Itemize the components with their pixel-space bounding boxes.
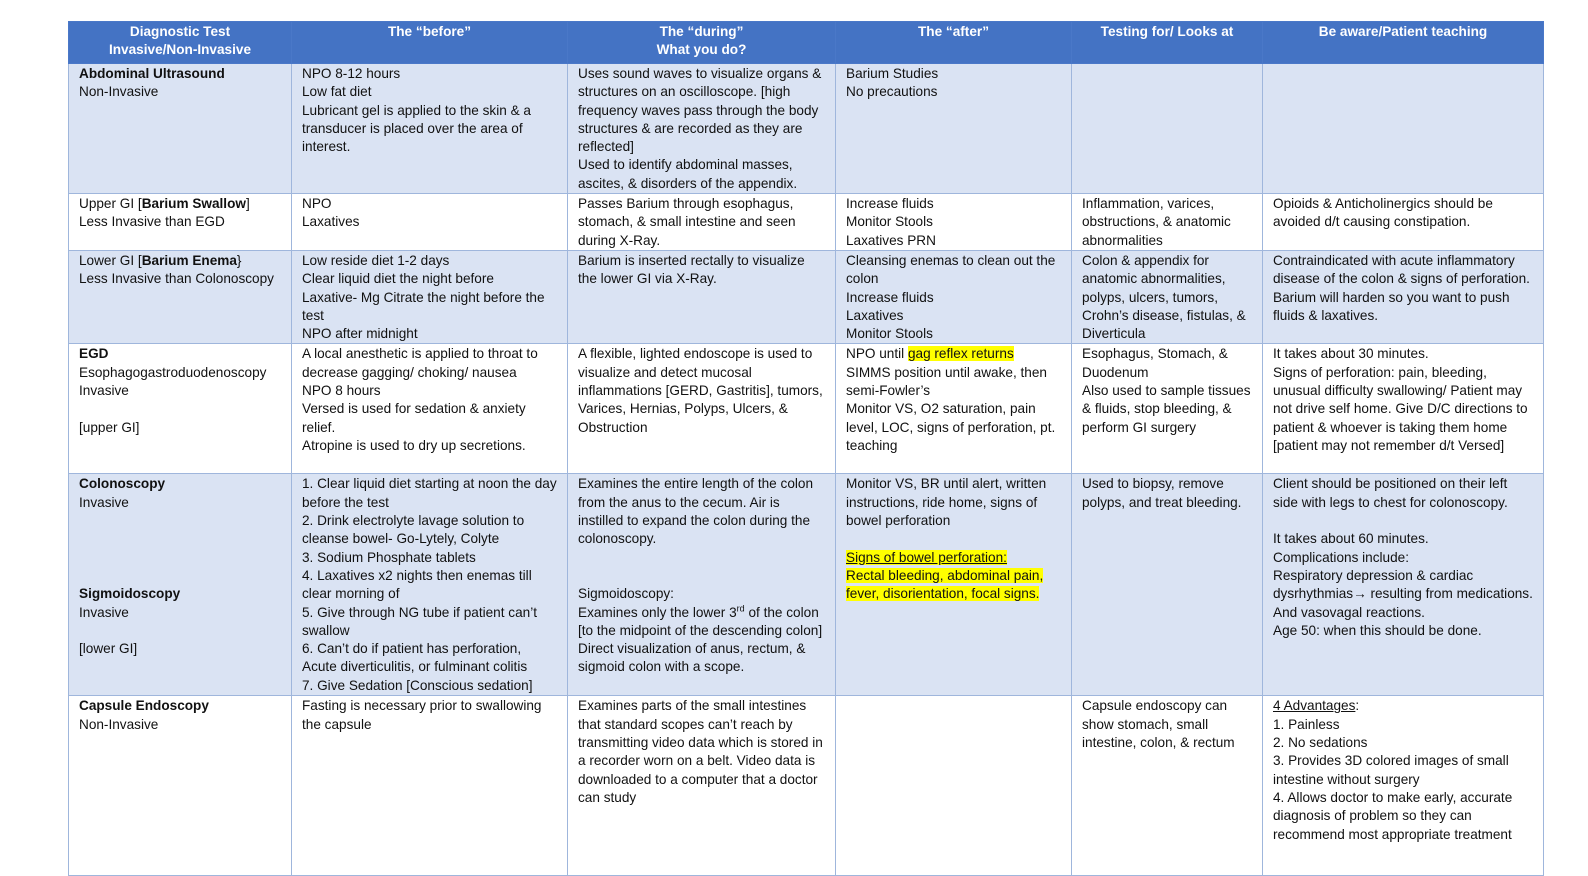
before-cell: Fasting is necessary prior to swallowing the capsule xyxy=(292,696,568,876)
header-after: The “after” xyxy=(836,22,1072,64)
teaching-cell: 4 Advantages: 1. Painless 2. No sedations 3. Provides 3D colored images of small intestine without surgery 4. Allows doctor to make early, accurate diagnosis of problem so they can recommend most appropriate treatment xyxy=(1263,696,1544,876)
testing-for-cell: Colon & appendix for anatomic abnormalities, polyps, ulcers, tumors, Crohn’s disease, fistulas, & Diverticula xyxy=(1072,250,1263,343)
header-patient-teaching: Be aware/Patient teaching xyxy=(1263,22,1544,64)
before-cell: NPO 8-12 hours Low fat diet Lubricant gel is applied to the skin & a transducer is placed over the area of interest. xyxy=(292,64,568,194)
after-cell: NPO until gag reflex returns SIMMS position until awake, then semi-Fowler’s Monitor VS, O2 saturation, pain level, LOC, signs of perforation, pt. teaching xyxy=(836,344,1072,474)
after-cell: Monitor VS, BR until alert, written instructions, ride home, signs of bowel perforation Signs of bowel perforation: Rectal bleeding, abdominal pain, fever, disorientation, focal signs. xyxy=(836,474,1072,696)
during-cell: Passes Barium through esophagus, stomach, & small intestine and seen during X-Ray. xyxy=(568,194,836,251)
during-cell: Uses sound waves to visualize organs & structures on an oscilloscope. [high frequency waves pass through the body structures & are recorded as they are reflected] Used to identify abdominal masses, ascites, & disorders of the appendix. xyxy=(568,64,836,194)
header-before: The “before” xyxy=(292,22,568,64)
header-testing-for: Testing for/ Looks at xyxy=(1072,22,1263,64)
testing-for-cell xyxy=(1072,64,1263,194)
test-cell: Colonoscopy Invasive Sigmoidoscopy Invasive [lower GI] xyxy=(69,474,292,696)
highlighted-text: gag reflex returns xyxy=(907,346,1014,362)
after-cell: Increase fluids Monitor Stools Laxatives PRN xyxy=(836,194,1072,251)
testing-for-cell: Inflammation, varices, obstructions, & anatomic abnormalities xyxy=(1072,194,1263,251)
table-row xyxy=(69,64,1544,194)
table-row xyxy=(69,344,1544,474)
after-cell xyxy=(836,696,1072,876)
after-cell: Cleansing enemas to clean out the colon Increase fluids Laxatives Monitor Stools xyxy=(836,250,1072,343)
highlighted-text: Signs of bowel perforation: xyxy=(846,549,1007,565)
header-during: The “during” What you do? xyxy=(568,22,836,64)
diagnostic-tests-table xyxy=(68,21,1544,876)
table-row xyxy=(69,194,1544,251)
testing-for-cell: Used to biopsy, remove polyps, and treat bleeding. xyxy=(1072,474,1263,696)
before-cell: A local anesthetic is applied to throat to decrease gagging/ choking/ nausea NPO 8 hours Versed is used for sedation & anxiety relief. Atropine is used to dry up secretions. xyxy=(292,344,568,474)
after-cell: Barium Studies No precautions xyxy=(836,64,1072,194)
table-row xyxy=(69,250,1544,343)
test-cell: Abdominal Ultrasound Non-Invasive xyxy=(69,64,292,194)
teaching-cell xyxy=(1263,64,1544,194)
before-cell: 1. Clear liquid diet starting at noon the day before the test 2. Drink electrolyte lavage solution to cleanse bowel- Go-Lytely, Colyte 3. Sodium Phosphate tablets 4. Laxatives x2 nights then enemas till clear morning of 5. Give through NG tube if patient can’t swallow 6. Can’t do if patient has perforation, Acute diverticulitis, or fulminant colitis 7. Give Sedation [Conscious sedation] xyxy=(292,474,568,696)
table-row xyxy=(69,696,1544,876)
during-cell: Barium is inserted rectally to visualize the lower GI via X-Ray. xyxy=(568,250,836,343)
testing-for-cell: Esophagus, Stomach, & Duodenum Also used to sample tissues & fluids, stop bleeding, & perform GI surgery xyxy=(1072,344,1263,474)
during-cell: Examines the entire length of the colon from the anus to the cecum. Air is instilled to expand the colon during the colonoscopy. Sigmoidoscopy: Examines only the lower 3rd of the colon [to the midpoint of the descending colon] Direct visualization of anus, rectum, & sigmoid colon with a scope. xyxy=(568,474,836,696)
test-cell: Capsule Endoscopy Non-Invasive xyxy=(69,696,292,876)
before-cell: Low reside diet 1-2 days Clear liquid diet the night before Laxative- Mg Citrate the night before the test NPO after midnight xyxy=(292,250,568,343)
header-row xyxy=(69,22,1544,64)
test-cell: Upper GI [Barium Swallow] Less Invasive than EGD xyxy=(69,194,292,251)
arrow-icon: → xyxy=(1353,586,1367,602)
teaching-cell: It takes about 30 minutes. Signs of perforation: pain, bleeding, unusual difficulty swallowing/ Patient may not drive self home. Give D/C directions to patient & whoever is taking them home [patient may not remember d/t Versed] xyxy=(1263,344,1544,474)
test-cell: Lower GI [Barium Enema} Less Invasive than Colonoscopy xyxy=(69,250,292,343)
test-cell: EGD Esophagogastroduodenoscopy Invasive [upper GI] xyxy=(69,344,292,474)
highlighted-text: Rectal bleeding, abdominal pain, fever, disorientation, focal signs. xyxy=(846,567,1044,602)
testing-for-cell: Capsule endoscopy can show stomach, small intestine, colon, & rectum xyxy=(1072,696,1263,876)
during-cell: A flexible, lighted endoscope is used to visualize and detect mucosal inflammations [GERD, Gastritis], tumors, Varices, Hernias, Polyps, Ulcers, & Obstruction xyxy=(568,344,836,474)
before-cell: NPO Laxatives xyxy=(292,194,568,251)
during-cell: Examines parts of the small intestines that standard scopes can’t reach by transmitting video data which is stored in a recorder worn on a belt. Video data is downloaded to a computer that a doctor can study xyxy=(568,696,836,876)
teaching-cell: Client should be positioned on their left side with legs to chest for colonoscopy. It takes about 60 minutes. Complications include: Respiratory depression & cardiac dysrhythmias→ resulting from medications. And vasovagal reactions. Age 50: when this should be done. xyxy=(1263,474,1544,696)
teaching-cell: Opioids & Anticholinergics should be avoided d/t causing constipation. xyxy=(1263,194,1544,251)
table-row xyxy=(69,474,1544,696)
header-diagnostic-test: Diagnostic Test Invasive/Non-Invasive xyxy=(69,22,292,64)
teaching-cell: Contraindicated with acute inflammatory disease of the colon & signs of perforation. Barium will harden so you want to push fluids & laxatives. xyxy=(1263,250,1544,343)
